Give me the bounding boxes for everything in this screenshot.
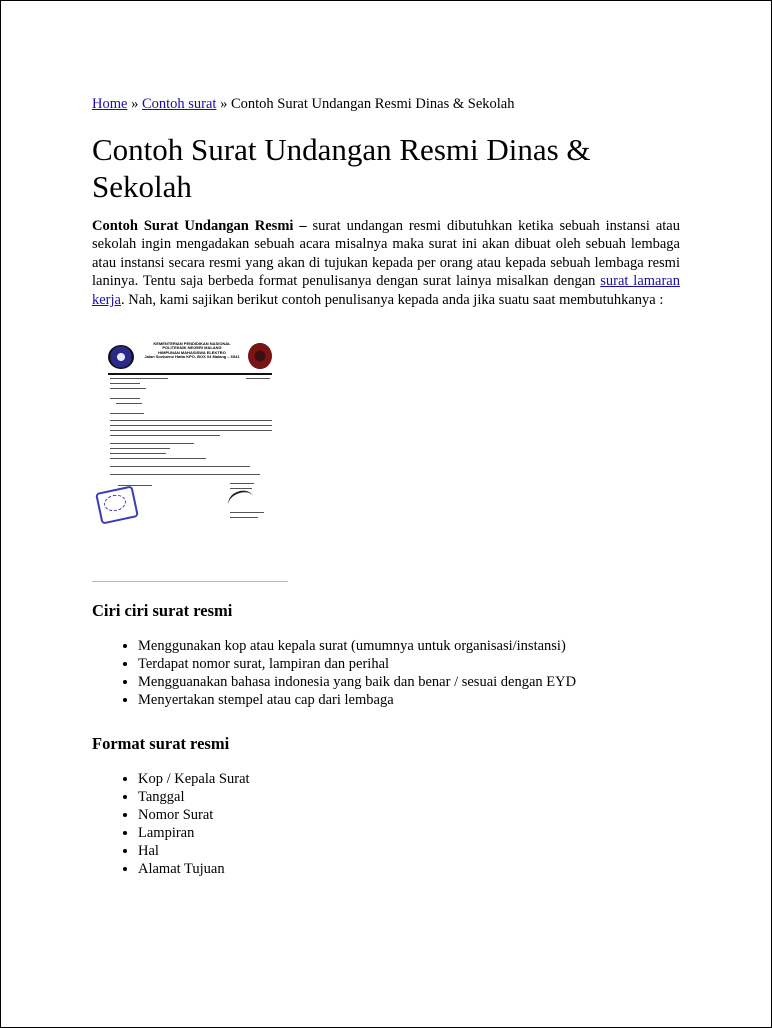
letter-text-line — [110, 430, 272, 431]
intro-lead: Contoh Surat Undangan Resmi – — [92, 218, 307, 234]
section-heading-format: Format surat resmi — [92, 734, 230, 754]
list-item: • Lampiran — [138, 824, 680, 842]
list-item: • Tanggal — [138, 788, 680, 806]
breadcrumb — [92, 94, 680, 114]
letter-text-line — [230, 517, 258, 518]
list-item: • Terdapat nomor surat, lampiran dan perihal — [138, 655, 680, 673]
letter-text-line — [110, 435, 220, 436]
letter-text-line — [110, 474, 260, 475]
letterhead-line: Jalan Soekarno Hatta KPO. BOX 04 Malang – 6541 — [144, 354, 240, 360]
letter-text-line — [230, 488, 252, 489]
sample-letter-image — [96, 337, 272, 527]
letterhead-rule — [108, 373, 272, 375]
breadcrumb-home-link[interactable]: Home — [92, 96, 128, 112]
article — [92, 94, 680, 878]
letterhead-line: HIMPUNAN MAHASISWA ELEKTRO — [158, 349, 226, 355]
letterhead-line: KEMENTERIAN PENDIDIKAN NASIONAL — [153, 341, 231, 347]
list-item: • Menggunakan kop atau kepala surat (umumnya untuk organisasi/instansi) — [138, 637, 680, 655]
list-item: • Hal — [138, 842, 680, 860]
signature-mark — [225, 487, 256, 515]
letter-letterhead — [140, 342, 244, 360]
list-item: • Nomor Surat — [138, 806, 680, 824]
letterhead-line: POLITEKNIK NEGERI MALANG — [162, 345, 222, 351]
intro-text-end: . Nah, kami sajikan berikut contoh penulisanya kepada anda jika suatu saat membutuhkanya : — [120, 291, 664, 308]
breadcrumb-current: Contoh Surat Undangan Resmi Dinas & Sekolah — [230, 96, 515, 112]
section-heading-ciri: Ciri ciri surat resmi — [92, 601, 233, 621]
letter-text-line — [110, 443, 194, 444]
intro-text: surat undangan resmi dibutuhkan ketika sebuah instansi atau sekolah ingin mengadakan sebuah acara misalnya maka surat ini akan dibuat oleh sebuah lembaga atau instansi secara resmi yang akan di tujukan kepada per orang atau kepada sebuah lembaga resmi laninya. Tentu saja berbeda format penulisanya dengan surat lainya misalkan dengan — [92, 218, 680, 290]
format-list — [92, 770, 680, 878]
page-title: Contoh Surat Undangan Resmi Dinas & Sekolah — [92, 132, 591, 204]
letter-text-line — [110, 383, 140, 384]
breadcrumb-separator: » — [127, 96, 142, 112]
letter-text-line — [110, 458, 206, 459]
letter-text-line — [110, 420, 272, 421]
letter-text-line — [110, 378, 168, 379]
letter-text-line — [110, 448, 170, 449]
letter-text-line — [110, 413, 144, 414]
letter-text-line — [110, 398, 140, 399]
letter-text-line — [116, 403, 142, 404]
divider — [92, 581, 288, 582]
list-item: • Menyertakan stempel atau cap dari lembaga — [138, 691, 680, 709]
organization-logo — [248, 343, 272, 369]
letter-text-line — [110, 425, 272, 426]
letter-text-line — [110, 388, 146, 389]
breadcrumb-category-link[interactable]: Contoh surat — [141, 96, 217, 112]
letter-text-line — [246, 378, 270, 379]
university-logo — [108, 345, 134, 369]
breadcrumb-separator: » — [216, 96, 231, 112]
surat-lamaran-kerja-link[interactable]: surat lamaran kerja — [92, 273, 680, 308]
intro-paragraph — [92, 217, 680, 309]
ciri-list — [92, 637, 680, 709]
letter-text-line — [230, 483, 254, 484]
letter-text-line — [110, 466, 250, 467]
letter-text-line — [110, 453, 166, 454]
list-item: • Mengguanakan bahasa indonesia yang baik dan benar / sesuai dengan EYD — [138, 673, 680, 691]
list-item: • Kop / Kepala Surat — [138, 770, 680, 788]
list-item: • Alamat Tujuan — [138, 860, 680, 878]
